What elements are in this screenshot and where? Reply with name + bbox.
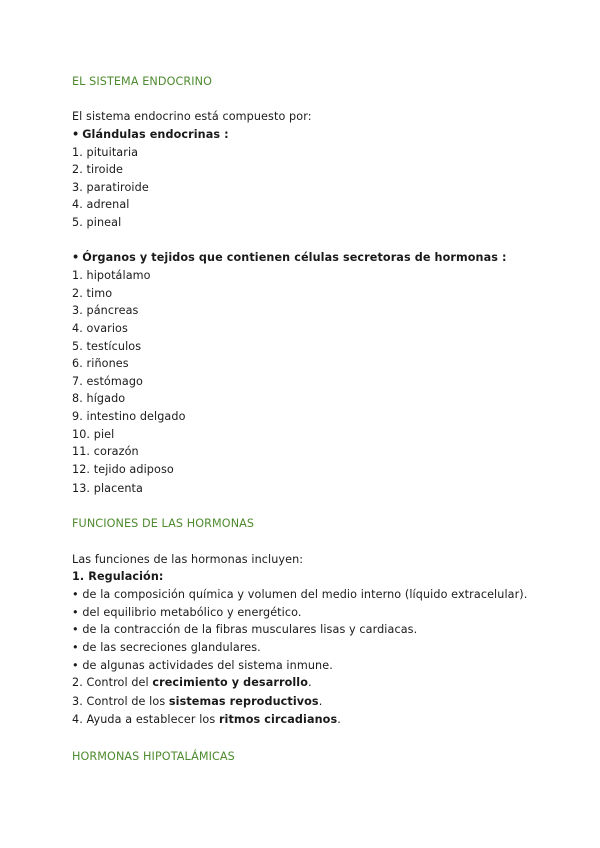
list-item: 2. tiroide [72, 163, 124, 176]
item-text: 4. Ayuda a establecer los [72, 713, 219, 726]
list-item: • de algunas actividades del sistema inmune. [72, 659, 333, 672]
list-item: • de la composición química y volumen del medio interno (líquido extracelular). [72, 588, 528, 601]
glands-heading-line [72, 126, 229, 143]
section-title-hypothalamic: HORMONAS HIPOTALÁMICAS [72, 750, 235, 763]
list-item: 8. hígado [72, 392, 126, 405]
list-item: 5. pineal [72, 216, 122, 229]
bullet-icon: • [72, 128, 80, 141]
organs-heading: Órganos y tejidos que contienen células secretoras de hormonas : [82, 251, 507, 264]
organs-heading-line [72, 249, 507, 266]
regulation-heading: 1. Regulación: [72, 570, 164, 583]
list-item: • de la contracción de la fibras musculares lisas y cardiacas. [72, 623, 418, 636]
item-suffix: . [337, 713, 341, 726]
list-item: 5. testículos [72, 340, 142, 353]
functions-intro: Las funciones de las hormonas incluyen: [72, 553, 304, 566]
glands-heading: Glándulas endocrinas : [82, 128, 229, 141]
item-emphasis: crecimiento y desarrollo [152, 676, 309, 689]
list-item: 1. hipotálamo [72, 269, 151, 282]
list-item: 3. paratiroide [72, 181, 149, 194]
list-item: 9. intestino delgado [72, 410, 186, 423]
list-item: • de las secreciones glandulares. [72, 641, 261, 654]
list-item: 4. ovarios [72, 322, 128, 335]
item-text: 3. Control de los [72, 695, 169, 708]
list-item: 4. adrenal [72, 198, 130, 211]
list-item: 7. estómago [72, 375, 143, 388]
bullet-icon: • [72, 251, 80, 264]
list-item: 13. placenta [72, 482, 143, 495]
function-item-circadian [72, 711, 341, 728]
function-item-growth [72, 674, 312, 691]
list-item: 11. corazón [72, 445, 139, 458]
list-item: 2. timo [72, 287, 113, 300]
item-suffix: . [318, 695, 323, 708]
list-item: • del equilibrio metabólico y energético. [72, 606, 302, 619]
list-item: 10. piel [72, 428, 115, 441]
list-item: 3. páncreas [72, 304, 139, 317]
item-emphasis: sistemas reproductivos [168, 695, 319, 708]
list-item: 12. tejido adiposo [72, 463, 174, 476]
item-text: 2. Control del [72, 676, 153, 689]
function-item-reproductive [72, 693, 322, 710]
endocrine-intro: El sistema endocrino está compuesto por: [72, 110, 312, 123]
item-suffix: . [308, 676, 312, 689]
item-emphasis: ritmos circadianos [218, 713, 338, 726]
section-title-functions: FUNCIONES DE LAS HORMONAS [72, 517, 255, 530]
list-item: 6. riñones [72, 357, 129, 370]
list-item: 1. pituitaria [72, 146, 139, 159]
section-title-endocrine: EL SISTEMA ENDOCRINO [72, 75, 213, 88]
